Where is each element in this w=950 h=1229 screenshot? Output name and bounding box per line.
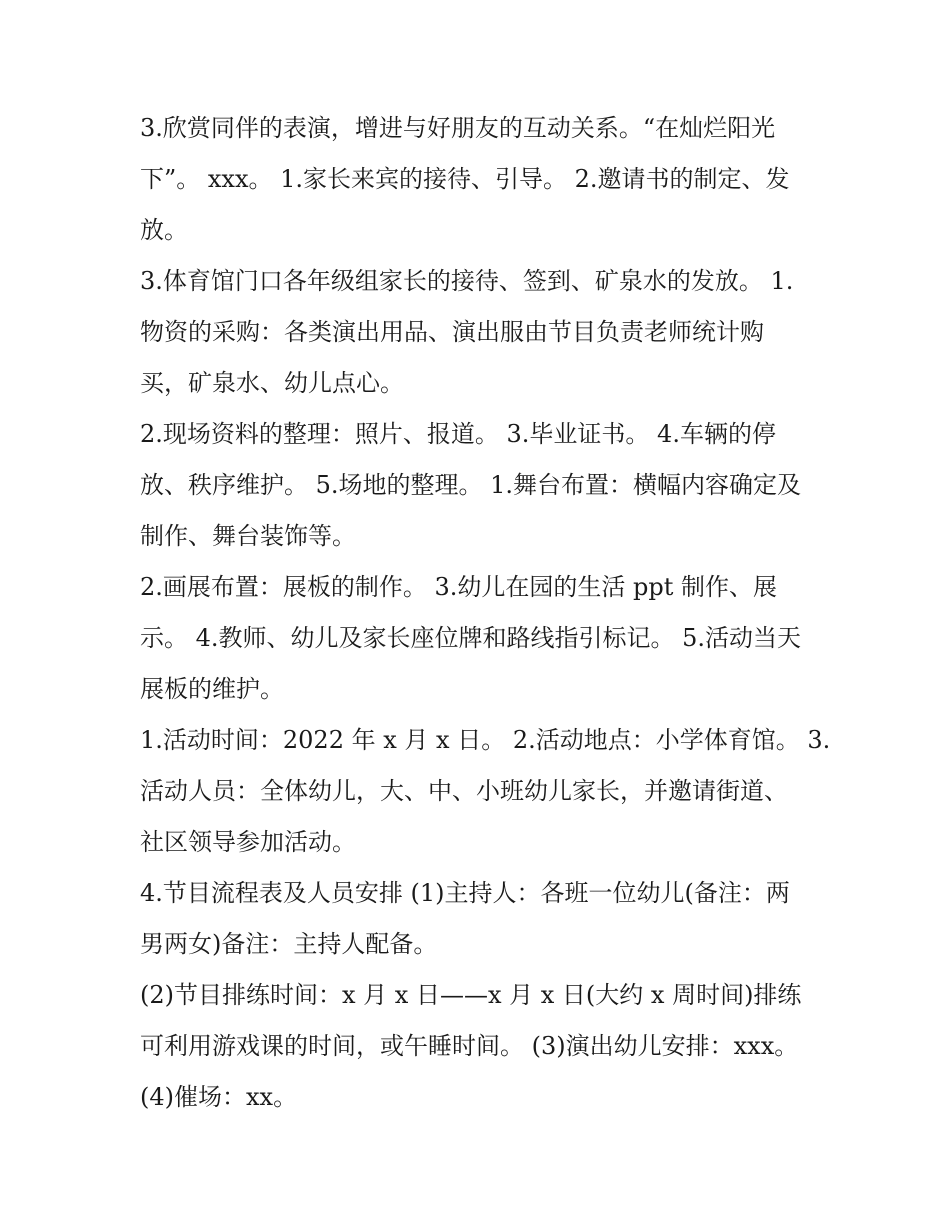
text-line: 买，矿泉水、幼儿点心。 (140, 369, 404, 397)
text-line: (2)节目排练时间：x 月 x 日——x 月 x 日(大约 x 周时间)排练 (140, 981, 802, 1009)
text-line: 下”。 xxx。 1.家长来宾的接待、引导。 2.邀请书的制定、发 (140, 165, 790, 193)
text-line: 活动人员：全体幼儿，大、中、小班幼儿家长，并邀请街道、 (140, 777, 788, 805)
text-line: 男两女)备注：主持人配备。 (140, 930, 438, 958)
text-line: 可利用游戏课的时间，或午睡时间。 (3)演出幼儿安排：xxx。 (140, 1032, 799, 1060)
document-body (140, 103, 831, 1123)
paragraph-5 (140, 715, 831, 868)
text-line: 物资的采购：各类演出用品、演出服由节目负责老师统计购 (140, 318, 764, 346)
paragraph-7 (140, 970, 820, 1123)
text-line: 示。 4.教师、幼儿及家长座位牌和路线指引标记。 5.活动当天 (140, 624, 802, 652)
paragraph-6 (140, 868, 820, 970)
text-line: 1.活动时间：2022 年 x 月 x 日。 2.活动地点：小学体育馆。 3. (140, 726, 831, 754)
text-line: 4.节目流程表及人员安排 (1)主持人：各班一位幼儿(备注：两 (140, 879, 790, 907)
paragraph-3 (140, 409, 820, 562)
text-line: 制作、舞台装饰等。 (140, 522, 356, 550)
text-line: 放。 (140, 216, 188, 244)
text-line: (4)催场：xx。 (140, 1083, 298, 1111)
text-line: 3.欣赏同伴的表演，增进与好朋友的互动关系。“在灿烂阳光 (140, 114, 776, 142)
paragraph-1 (140, 103, 820, 256)
paragraph-4 (140, 562, 820, 715)
text-line: 社区领导参加活动。 (140, 828, 356, 856)
text-line: 展板的维护。 (140, 675, 284, 703)
text-line: 2.画展布置：展板的制作。 3.幼儿在园的生活 ppt 制作、展 (140, 573, 778, 601)
text-line: 3.体育馆门口各年级组家长的接待、签到、矿泉水的发放。 1. (140, 267, 794, 295)
text-line: 放、秩序维护。 5.场地的整理。 1.舞台布置：横幅内容确定及 (140, 471, 802, 499)
paragraph-2 (140, 256, 820, 409)
text-line: 2.现场资料的整理：照片、报道。 3.毕业证书。 4.车辆的停 (140, 420, 776, 448)
